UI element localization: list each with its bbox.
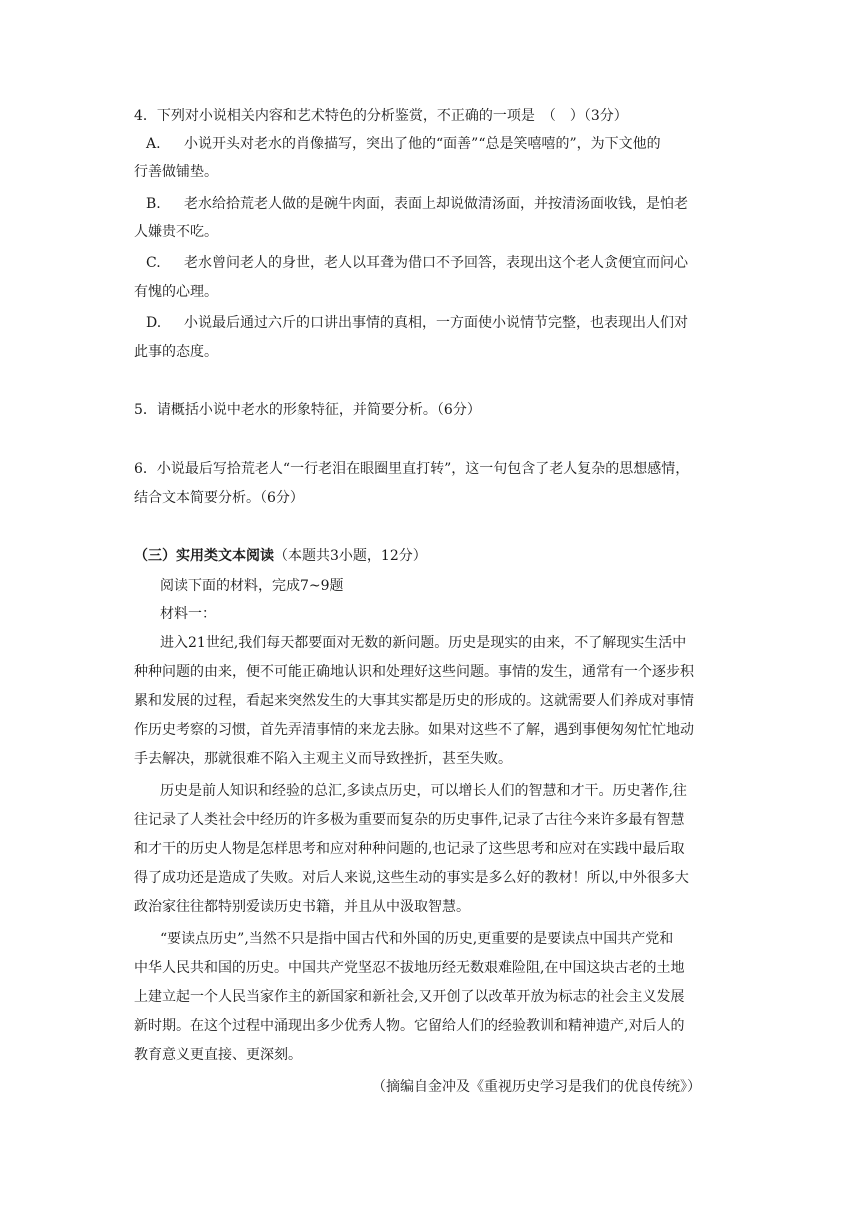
paragraph-1-line-3: 累和发展的过程，看起来突然发生的大事其实都是历史的形成的。这就需要人们养成对事情 <box>134 693 694 709</box>
section-3-title: （三）实用类文本阅读 <box>134 548 274 564</box>
section-3-heading <box>134 547 427 565</box>
paragraph-1-line-2: 种种问题的由来，便不可能正确地认识和处理好这些问题。事情的发生，通常有一个逐步积 <box>134 664 694 680</box>
section-3-instruction: 阅读下面的材料，完成7~9题 <box>160 578 344 594</box>
paragraph-1-line-4: 作历史考察的习惯，首先弄清事情的来龙去脉。如果对这些不了解，遇到事便匆匆忙忙地动 <box>134 722 694 738</box>
question-4-option-a <box>146 135 661 153</box>
option-letter: B. <box>146 196 161 212</box>
source-citation: （摘编自金冲及《重视历史学习是我们的优良传统》） <box>372 1079 701 1095</box>
paragraph-1-line-1: 进入21世纪,我们每天都要面对无数的新问题。历史是现实的由来，不了解现实生活中 <box>160 635 687 651</box>
paragraph-3-line-3: 上建立起一个人民当家作主的新国家和新社会,又开创了以改革开放为标志的社会主义发展 <box>134 989 685 1005</box>
option-text: 小说开头对老水的肖像描写，突出了他的“面善”“总是笑嘻嘻的”，为下文他的 <box>184 136 661 152</box>
paragraph-1-line-5: 手去解决，那就很难不陷入主观主义而导致挫折，甚至失败。 <box>134 751 512 767</box>
paragraph-3-line-4: 新时期。在这个过程中涌现出多少优秀人物。它留给人们的经验教训和精神遗产,对后人的 <box>134 1018 685 1034</box>
question-5: 5．请概括小说中老水的形象特征，并简要分析。（6分） <box>134 402 481 418</box>
option-letter: A. <box>146 136 161 152</box>
paragraph-3-line-2: 中华人民共和国的历史。中国共产党坚忍不拔地历经无数艰难险阻,在中国这块古老的土地 <box>134 960 685 976</box>
question-4-option-d <box>146 314 688 332</box>
option-text: 老水给拾荒老人做的是碗牛肉面，表面上却说做清汤面，并按清汤面收钱，是怕老 <box>184 196 688 212</box>
question-4-option-a-cont: 行善做铺垫。 <box>134 164 218 180</box>
paragraph-3-line-1: “要读点历史”,当然不只是指中国古代和外国的历史,更重要的是要读点中国共产党和 <box>160 931 674 947</box>
paragraph-2-line-2: 往记录了人类社会中经历的许多极为重要而复杂的历史事件,记录了古往今来许多最有智慧 <box>134 812 685 828</box>
material-label: 材料一： <box>160 606 216 622</box>
option-text: 小说最后通过六斤的口讲出事情的真相，一方面使小说情节完整，也表现出人们对 <box>184 315 688 331</box>
paragraph-2-line-1: 历史是前人知识和经验的总汇,多读点历史，可以增长人们的智慧和才干。历史著作,往 <box>160 783 687 799</box>
question-4-option-d-cont: 此事的态度。 <box>134 344 218 360</box>
question-4-stem: 4．下列对小说相关内容和艺术特色的分析鉴赏，不正确的一项是 （ ）（3分） <box>134 108 628 124</box>
section-3-note: （本题共3小题，12分） <box>274 548 427 564</box>
paragraph-2-line-5: 政治家往往都特别爱读历史书籍，并且从中汲取智慧。 <box>134 899 470 915</box>
question-4-option-c <box>146 254 688 272</box>
question-4-option-c-cont: 有愧的心理。 <box>134 284 218 300</box>
paragraph-3-line-5: 教育意义更直接、更深刻。 <box>134 1047 302 1063</box>
question-6-line-2: 结合文本简要分析。（6分） <box>134 490 304 506</box>
question-6-line-1: 6．小说最后写拾荒老人“一行老泪在眼圈里直打转”，这一句包含了老人复杂的思想感情， <box>134 461 690 477</box>
option-letter: D. <box>146 315 162 331</box>
question-4-option-b-cont: 人嫌贵不吃。 <box>134 224 218 240</box>
question-4-option-b <box>146 195 688 213</box>
option-text: 老水曾问老人的身世，老人以耳聋为借口不予回答，表现出这个老人贪便宜而问心 <box>184 255 688 271</box>
option-letter: C. <box>146 255 161 271</box>
paragraph-2-line-4: 得了成功还是造成了失败。对后人来说,这些生动的事实是多么好的教材！所以,中外很多大 <box>134 870 689 886</box>
paragraph-2-line-3: 和才干的历史人物是怎样思考和应对种种问题的,也记录了这些思考和应对在实践中最后取 <box>134 841 685 857</box>
